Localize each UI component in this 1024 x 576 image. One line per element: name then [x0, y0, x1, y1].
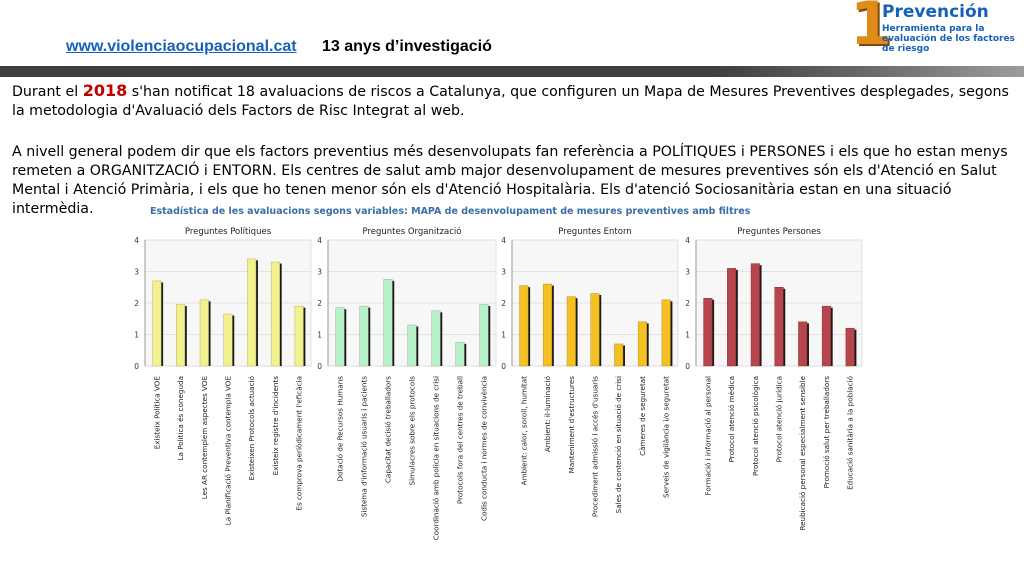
- chart-2-ytick: 2: [501, 299, 506, 308]
- chart-3-xtick: Protocol atenció jurídica: [774, 376, 784, 463]
- chart-2-xtick: Sales de contenció en situació de crisi: [614, 376, 624, 514]
- chart-3-xtick: Protocol atenció mèdica: [727, 376, 737, 463]
- chart-3-bar: [798, 322, 807, 366]
- chart-0-bar: [224, 314, 233, 366]
- chart-1-bar: [456, 342, 465, 366]
- p1-before: Durant el: [12, 84, 83, 100]
- chart-0-xtick: La Planificació Preventiva contempla VOE: [223, 376, 233, 526]
- chart-1-ytick: 3: [317, 267, 322, 277]
- chart-2-bar: [543, 284, 552, 366]
- chart-2-xtick: Ambient: calor, soroll, humitat: [519, 376, 529, 486]
- chart-0-bar: [176, 305, 185, 366]
- chart-1-xtick: Codis conducta i normes de convivència: [479, 376, 489, 522]
- chart-0-ytick: 0: [134, 362, 139, 371]
- chart-2-ytick: 1: [501, 330, 506, 340]
- chart-2-bar: [662, 300, 671, 366]
- chart-1-bar: [360, 306, 369, 366]
- chart-1-xtick: Protocols fora del centres de treball: [455, 376, 465, 505]
- chart-1-bar: [408, 325, 417, 366]
- chart-3-xtick: Formació i informació al personal: [703, 376, 713, 496]
- p1-after: s'han notificat 18 avaluacions de riscos a Catalunya, que configuren un Mapa de Mesures Preventives desplegades, segons la metodologia d'Avaluació dels Factors de Risc Integrat al web.: [12, 84, 1009, 119]
- chart-3-ytick: 0: [685, 362, 690, 371]
- chart-2-ytick: 4: [501, 236, 506, 245]
- chart-0-xtick: Existeixen Protocols actuació: [247, 376, 257, 481]
- chart-0-bar: [247, 259, 256, 366]
- chart-3-bar: [704, 298, 713, 366]
- chart-0-bar: [295, 306, 304, 366]
- chart-3-xtick: Reubicació personal especialment sensible: [798, 376, 808, 531]
- paragraph-2: A nivell general podem dir que els factors preventius més desenvolupats fan referència a POLÍTIQUES i PERSONES i els que ho estan menys remeten a ORGANITZACIÓ i ENTORN. Els centres de salut amb major desenvolupament de mesures preventives són els d'Atenció en Salut Mental i Atenció Primària, i els que ho tenen menor són els d'Atenció Hospitalària. Els d'atenció Sociosanitària estan en una situació intermèdia.: [12, 144, 1008, 217]
- chart-0-bar: [200, 300, 209, 366]
- chart-0-ytick: 4: [134, 236, 139, 245]
- chart-0-ytick: 2: [134, 299, 139, 308]
- chart-3-bar: [727, 268, 736, 366]
- chart-3-ytick: 2: [685, 299, 690, 308]
- chart-2-xtick: Manteniment d'estructures: [566, 376, 576, 474]
- chart-0-xtick: Es comprova periòdicament l'eficàcia: [294, 376, 304, 511]
- chart-1-xtick: Sistema d'informació usuaris i pacients: [359, 376, 369, 518]
- site-link[interactable]: www.violenciaocupacional.cat: [66, 38, 297, 55]
- chart-1-bar: [480, 305, 489, 366]
- chart-1-xtick: Capacitat decisió treballadors: [383, 376, 393, 484]
- chart-0-bar: [271, 262, 280, 366]
- header-title: 13 anys d’investigació: [322, 38, 492, 55]
- chart-3-bar: [846, 328, 855, 366]
- chart-0-xtick: Existeix registre d'incidents: [270, 376, 280, 476]
- chart-section-title: Estadística de les avaluacions segons variables: MAPA de desenvolupament de mesures preventives amb filtres: [150, 206, 751, 217]
- chart-3-xtick: Promoció salut per treballadors: [821, 376, 831, 489]
- chart-2-bar: [638, 322, 647, 366]
- chart-3-xtick: Educació sanitària a la població: [845, 376, 855, 490]
- chart-2-ytick: 0: [501, 362, 506, 371]
- chart-3-ytick: 3: [685, 267, 690, 277]
- chart-2-xtick: Serveis de vigilància i/o seguretat: [661, 376, 671, 498]
- chart-1-ytick: 1: [317, 330, 322, 340]
- chart-2-bar: [520, 286, 529, 366]
- chart-2-bar: [614, 344, 623, 366]
- chart-1-ytick: 0: [317, 362, 322, 371]
- chart-2-bar: [567, 297, 576, 366]
- chart-3-xtick: Protocol atenció psicològica: [750, 376, 760, 477]
- chart-1-title: Preguntes Organització: [362, 227, 462, 237]
- logo-number: 1: [850, 0, 892, 59]
- year-highlight: 2018: [82, 81, 128, 100]
- chart-3-bar: [751, 264, 760, 366]
- chart-1-ytick: 2: [317, 299, 322, 308]
- chart-3-ytick: 1: [685, 330, 690, 340]
- chart-0-title: Preguntes Polítiques: [184, 227, 272, 237]
- chart-3-bar: [822, 306, 831, 366]
- chart-0-xtick: Existeix Política VOE: [152, 376, 162, 450]
- chart-2-bar: [591, 294, 600, 366]
- chart-2-xtick: Procediment admissió i accés d'usuaris: [590, 376, 600, 518]
- chart-1-xtick: Coordinació amb policia en situacions de crisi: [431, 376, 441, 541]
- chart-1-bar: [336, 308, 345, 366]
- chart-1-ytick: 4: [317, 236, 322, 245]
- chart-3-ytick: 4: [685, 236, 690, 245]
- chart-0-ytick: 3: [134, 267, 139, 277]
- logo-subtitle: Herramienta para la evaluación de los factores de riesgo: [882, 24, 1015, 54]
- chart-1-bar: [384, 279, 393, 366]
- chart-1-xtick: Simulacres sobre els protocols: [407, 376, 417, 486]
- chart-3-title: Preguntes Persones: [737, 227, 821, 237]
- chart-1-bar: [432, 311, 441, 366]
- chart-2-ytick: 3: [501, 267, 506, 277]
- chart-1-xtick: Dotació de Recursos Humans: [335, 376, 345, 482]
- logo-title: Prevención: [882, 2, 989, 22]
- chart-0-xtick: Les AR contemplem aspectes VOE: [199, 376, 209, 500]
- chart-2-xtick: Ambient: il·luminació: [543, 376, 553, 453]
- chart-2-xtick: Càmeres de seguretat: [637, 376, 647, 456]
- chart-2-title: Preguntes Entorn: [558, 227, 632, 237]
- chart-0-bar: [153, 281, 162, 366]
- chart-0-xtick: La Política és coneguda: [176, 376, 186, 461]
- chart-3-bar: [775, 287, 784, 366]
- chart-0-ytick: 1: [134, 330, 139, 340]
